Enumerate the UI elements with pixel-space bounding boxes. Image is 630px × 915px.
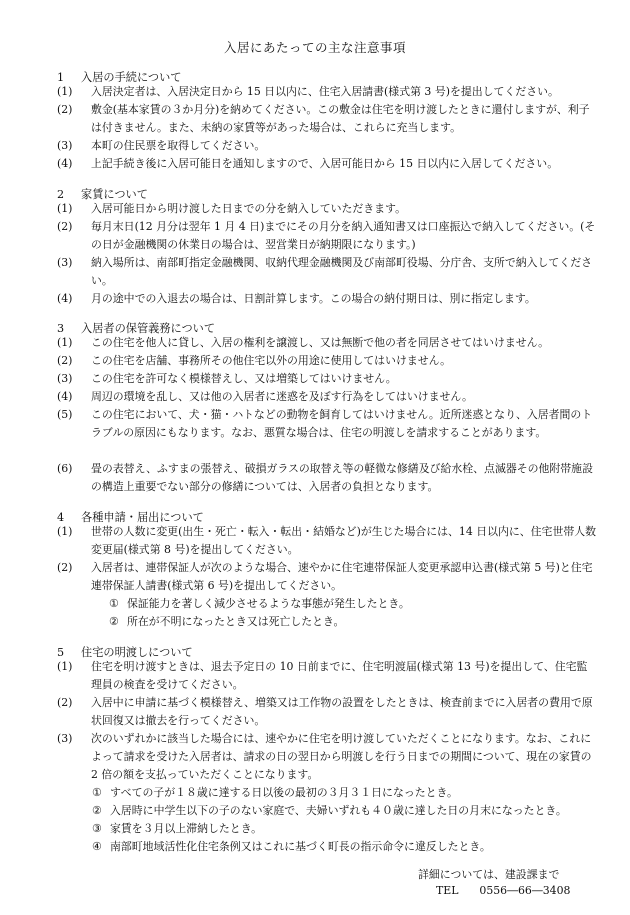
s3-item-4: (4) 周辺の環境を乱し、又は他の入居者に迷惑を及ぼす行為をしてはいけません。 — [57, 390, 473, 403]
s3-item-1: (1) この住宅を他人に貸し、入居の権利を譲渡し、又は無断で他の者を同居させてはいけません。 — [57, 336, 550, 349]
section-number: 5 — [57, 646, 65, 659]
section-number: 3 — [57, 322, 65, 335]
tel-number: 0556―66―3408 — [479, 884, 571, 897]
s1-item-3: (3) 本町の住民票を取得してください。 — [57, 139, 266, 152]
section-title: 各種申請・届出について — [81, 511, 204, 524]
s1-item-2: (2) 敷金(基本家賃の３か月分)を納めてください。この敷金は住宅を明け渡したときに還付しますが、利子は付きません。また、未納の家賃等があった場合は、これらに充当します。 — [57, 103, 590, 134]
s3-item-5: (5) この住宅において、犬・猫・ハトなどの動物を飼育してはいけません。近所迷惑となり、入居者間のトラブルの原因にもなります。なお、悪質な場合は、住宅の明渡しを請求することがあります。 — [57, 408, 593, 439]
section-title: 家賃について — [81, 188, 148, 201]
section-title: 住宅の明渡しについて — [81, 646, 193, 659]
s5-item-1: (1) 住宅を明け渡すときは、退去予定日の 10 日前までに、住宅明渡届(様式第 13 号)を提出して、住宅監理員の検査を受けてください。 — [57, 660, 588, 691]
s5-sub-item-3: ③ 家賃を３月以上滞納したとき。 — [92, 822, 263, 835]
s5-sub-item-1: ① すべての子が１８歳に達する日以後の最初の３月３１日になったとき。 — [92, 786, 458, 799]
s4-item-2: (2) 入居者は、連帯保証人が次のような場合、速やかに住宅連帯保証人変更承認申込書(様式第 5 号)と住宅連帯保証人請書(様式第 6 号)を提出してください。 — [57, 561, 593, 592]
s5-sub-item-2: ② 入居時に中学生以下の子のない家庭で、夫婦いずれも４０歳に達した日の月末になったとき。 — [92, 804, 567, 817]
section-title: 入居者の保管義務について — [81, 322, 216, 335]
section-number: 1 — [57, 71, 65, 84]
section-title: 入居の手続について — [81, 71, 182, 84]
s3-item-6: (6) 畳の表替え、ふすまの張替え、破損ガラスの取替え等の軽微な修繕及び給水栓、点滅器その他附帯施設の構造上重要でない部分の修繕については、入居者の負担となります。 — [57, 462, 593, 493]
s3-item-2: (2) この住宅を店舗、事務所その他住宅以外の用途に使用してはいけません。 — [57, 354, 452, 367]
tel-label: TEL — [436, 884, 459, 897]
s4-sub-item-1: ① 保証能力を著しく減少させるような事態が発生したとき。 — [109, 597, 410, 610]
s5-item-2: (2) 入居中に申請に基づく模様替え、増築又は工作物の設置をしたときは、検査前までに入居者の費用で原状回復又は撤去を行ってください。 — [57, 696, 593, 727]
contact-note: 詳細については、建設課まで — [418, 868, 560, 881]
s2-item-3: (3) 納入場所は、南部町指定金融機関、収納代理金融機関及び南部町役場、分庁舎、支所で納入してください。 — [57, 256, 592, 287]
s2-item-1: (1) 入居可能日から明け渡した日までの分を納入していただきます。 — [57, 202, 406, 215]
s2-item-2: (2) 毎月末日(12 月分は翌年 1 月 4 日)までにその月分を納入通知書又は口座振込で納入してください。(その日が金融機関の休業日の場合は、翌営業日が納期限になります。) — [57, 220, 596, 251]
page-title: 入居にあたっての主な注意事項 — [223, 40, 406, 55]
s1-item-4: (4) 上記手続き後に入居可能日を通知しますので、入居可能日から 15 日以内に入居してください。 — [57, 157, 559, 170]
s3-item-3: (3) この住宅を許可なく模様替えし、又は増築してはいけません。 — [57, 372, 397, 385]
contact-phone — [436, 884, 570, 897]
section-number: 4 — [57, 511, 65, 524]
s5-item-3: (3) 次のいずれかに該当した場合には、速やかに住宅を明け渡していただくことになります。なお、これによって請求を受けた入居者は、請求の日の翌日から明渡しを行う日までの期間について、現在の家賃の 2 倍の額を支払っていただくことになります。 — [57, 732, 592, 781]
s5-sub-item-4: ④ 南部町地域活性化住宅条例又はこれに基づく町長の指示命令に違反したとき。 — [92, 840, 491, 853]
s1-item-1: (1) 入居決定者は、入居決定日から 15 日以内に、住宅入居請書(様式第 3 号)を提出してください。 — [57, 85, 559, 98]
s4-item-1: (1) 世帯の人数に変更(出生・死亡・転入・転出・結婚など)が生じた場合には、14 日以内に、住宅世帯人数変更届(様式第 8 号)を提出してください。 — [57, 525, 597, 556]
section-number: 2 — [57, 188, 65, 201]
s4-sub-item-2: ② 所在が不明になったとき又は死亡したとき。 — [109, 615, 345, 628]
s2-item-4: (4) 月の途中での入退去の場合は、日割計算します。この場合の納付期日は、別に指定します。 — [57, 292, 536, 305]
